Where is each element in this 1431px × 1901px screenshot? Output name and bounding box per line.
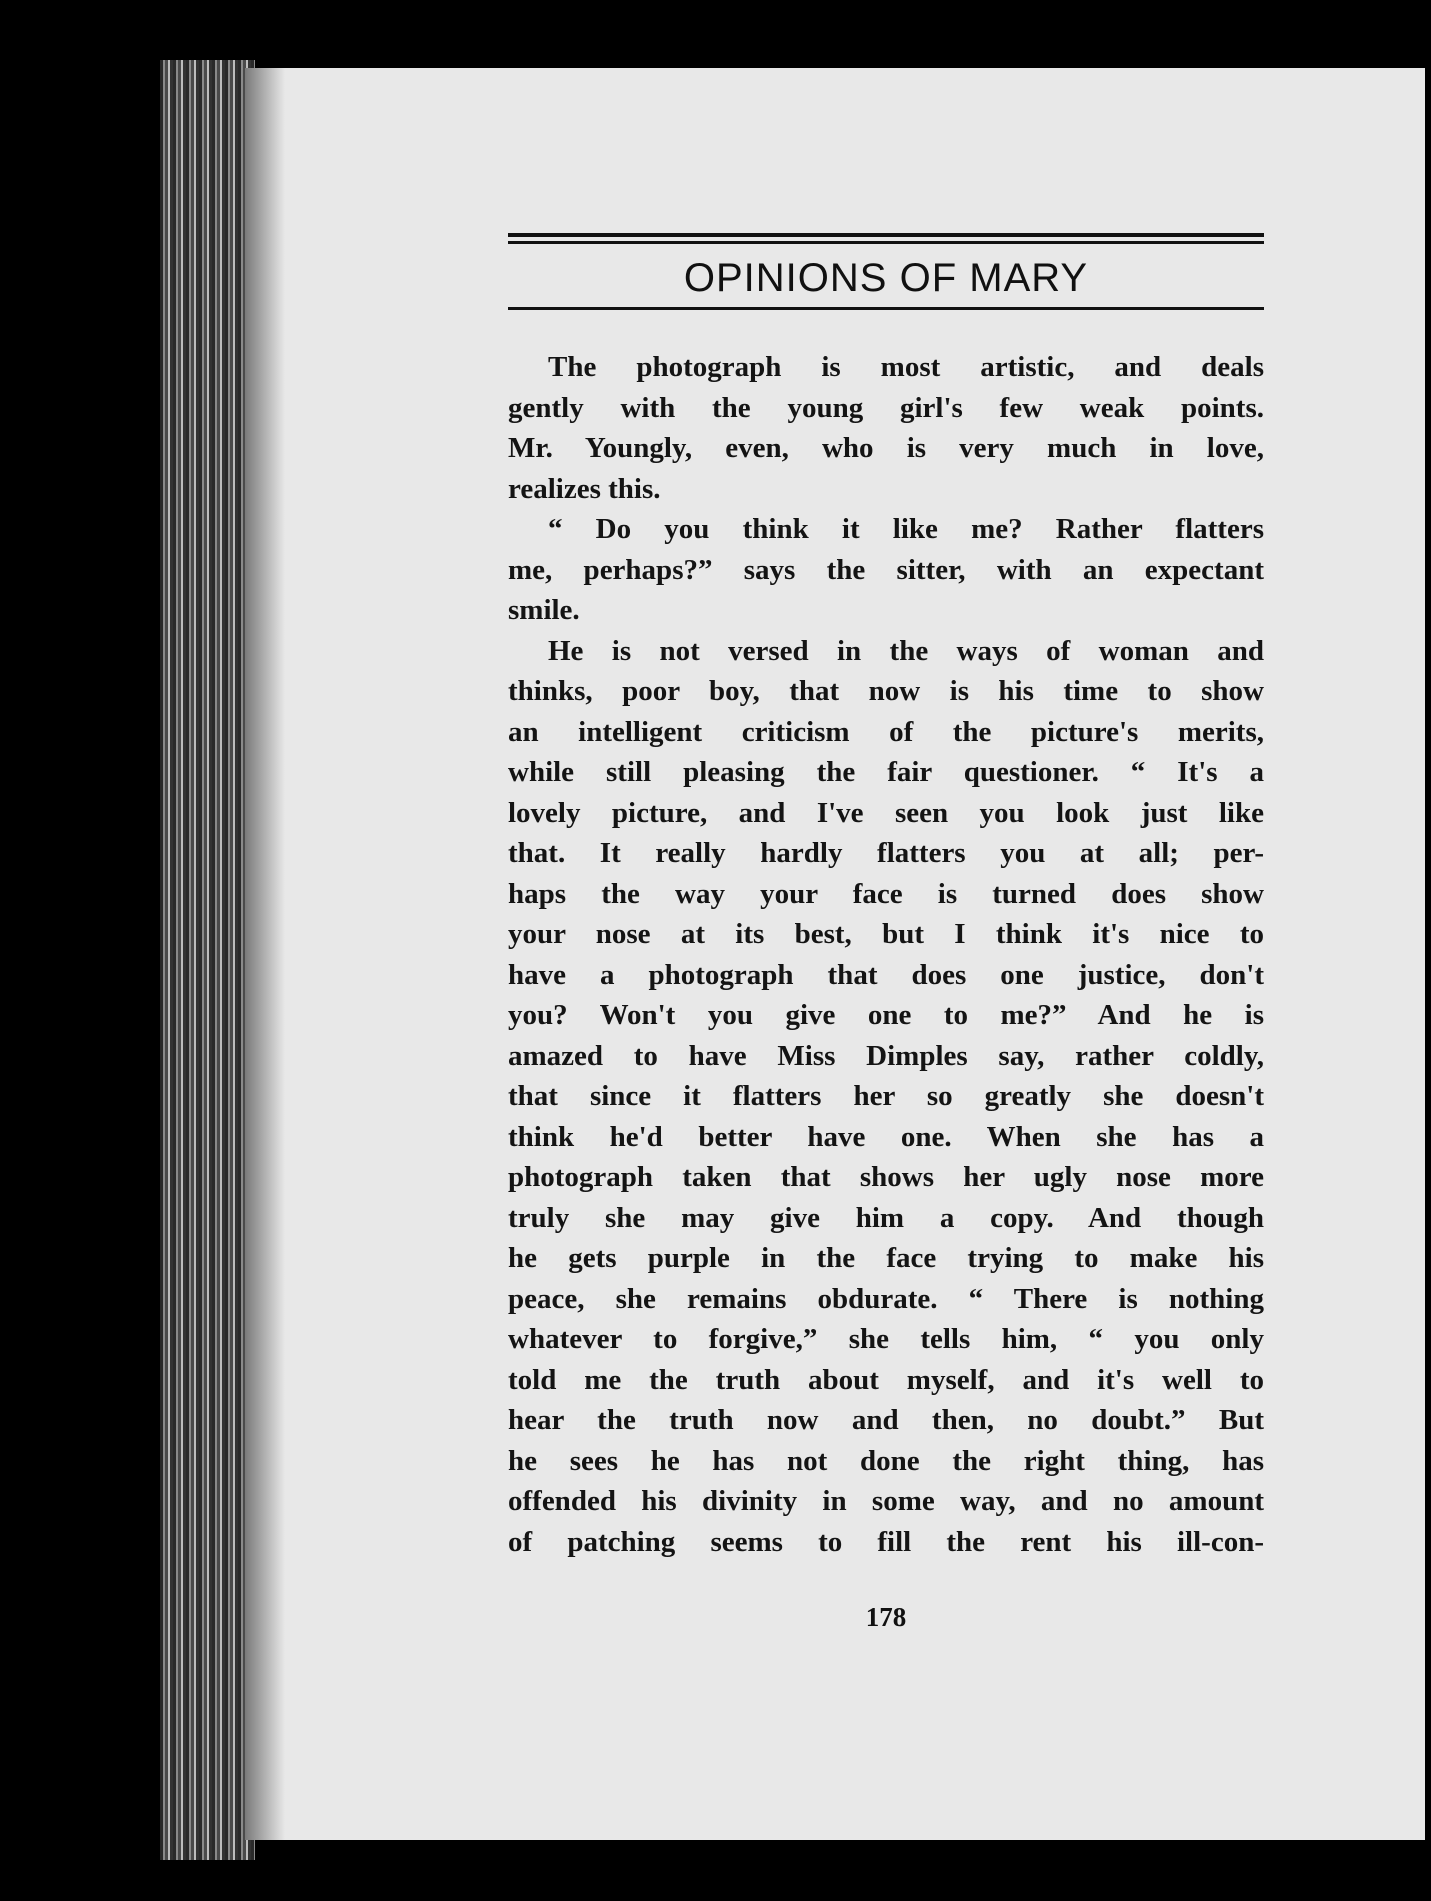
- page-header: [508, 233, 1264, 310]
- text-line: you? Won't you give one to me?” And he is: [508, 999, 1264, 1031]
- text-line: truly she may give him a copy. And though: [508, 1201, 1264, 1234]
- text-line: while still pleasing the fair questioner. “ It's a: [508, 756, 1264, 788]
- text-line: photograph taken that shows her ugly nose more: [508, 1161, 1264, 1193]
- text-line: that since it flatters her so greatly she doesn't: [508, 1080, 1264, 1112]
- text-line: of patching seems to fill the rent his ill-con-: [508, 1525, 1264, 1558]
- text-line: realizes this.: [508, 472, 661, 505]
- text-line: Mr. Youngly, even, who is very much in love,: [508, 432, 1264, 464]
- text-line: thinks, poor boy, that now is his time to show: [508, 675, 1264, 707]
- header-rule: [508, 307, 1264, 310]
- running-head: OPINIONS OF MARY: [683, 256, 1089, 300]
- text-line: “ Do you think it like me? Rather flatters: [548, 513, 1264, 545]
- text-line: offended his divinity in some way, and no amount: [508, 1485, 1264, 1517]
- text-line: The photograph is most artistic, and deals: [548, 351, 1264, 383]
- text-line: lovely picture, and I've seen you look just like: [508, 796, 1264, 829]
- text-line: hear the truth now and then, no doubt.” But: [508, 1404, 1264, 1436]
- body-text: [508, 347, 1264, 1562]
- page-number: 178: [865, 1602, 907, 1632]
- text-line: an intelligent criticism of the picture's merits,: [508, 715, 1264, 748]
- text-line: amazed to have Miss Dimples say, rather coldly,: [508, 1039, 1264, 1072]
- text-line: smile.: [508, 594, 580, 626]
- text-line: have a photograph that does one justice, don't: [508, 958, 1264, 991]
- spine-shadow: [245, 68, 285, 1840]
- text-line: he gets purple in the face trying to make his: [508, 1242, 1264, 1274]
- text-line: that. It really hardly flatters you at all; per-: [508, 837, 1264, 869]
- text-line: your nose at its best, but I think it's nice to: [508, 918, 1264, 950]
- text-line: whatever to forgive,” she tells him, “ you only: [508, 1323, 1264, 1355]
- text-line: think he'd better have one. When she has a: [508, 1120, 1264, 1153]
- text-line: He is not versed in the ways of woman and: [548, 634, 1264, 667]
- text-line: me, perhaps?” says the sitter, with an expectant: [508, 553, 1264, 586]
- page-edges: [160, 60, 255, 1860]
- text-line: told me the truth about myself, and it's well to: [508, 1363, 1264, 1396]
- text-line: haps the way your face is turned does show: [508, 877, 1264, 910]
- text-line: gently with the young girl's few weak points.: [508, 391, 1264, 424]
- text-line: peace, she remains obdurate. “ There is nothing: [508, 1282, 1264, 1315]
- header-double-rule: [508, 233, 1264, 244]
- text-line: he sees he has not done the right thing, has: [508, 1444, 1264, 1477]
